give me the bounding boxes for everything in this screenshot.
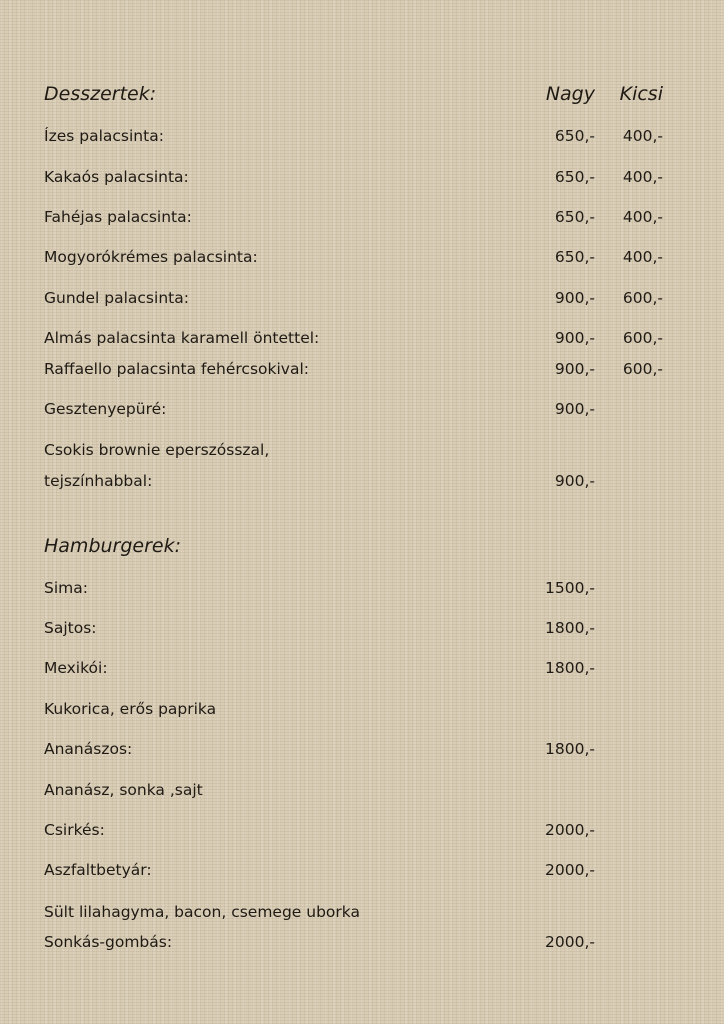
- price-large: 900,-: [554, 289, 595, 307]
- item-description: Kukorica, erős paprika: [44, 700, 217, 718]
- burgers-heading: Hamburgerek:: [44, 535, 182, 557]
- menu-item: [0, 579, 724, 603]
- item-name: Csokis brownie eperszósszal,: [44, 441, 270, 459]
- burgers-header-row: [0, 535, 724, 559]
- desserts-heading: Desszertek:: [44, 83, 157, 105]
- menu-item: [0, 619, 724, 643]
- price: 1500,-: [545, 579, 595, 597]
- item-name: Almás palacsinta karamell öntettel:: [44, 329, 320, 347]
- price: 2000,-: [545, 861, 595, 879]
- menu-item: [0, 208, 724, 232]
- menu-item: [0, 659, 724, 683]
- item-name: Sima:: [44, 579, 88, 597]
- menu-item: [0, 472, 724, 496]
- menu-item: [0, 168, 724, 192]
- item-name: tejszínhabbal:: [44, 472, 153, 490]
- item-name: Sajtos:: [44, 619, 97, 637]
- menu-item: [0, 289, 724, 313]
- price-small: 600,-: [622, 289, 663, 307]
- desserts-header-row: [0, 83, 724, 107]
- menu-item: [0, 740, 724, 764]
- menu-item: [0, 248, 724, 272]
- column-large-label: Nagy: [545, 83, 595, 105]
- price-small: 400,-: [622, 168, 663, 186]
- menu-item-description: [0, 903, 724, 927]
- price: 2000,-: [545, 821, 595, 839]
- menu-item: [0, 329, 724, 353]
- price-large: 900,-: [554, 360, 595, 378]
- price-small: 400,-: [622, 248, 663, 266]
- price: 1800,-: [545, 659, 595, 677]
- price-large: 650,-: [554, 248, 595, 266]
- menu-item: [0, 821, 724, 845]
- item-name: Kakaós palacsinta:: [44, 168, 189, 186]
- price-small: 400,-: [622, 208, 663, 226]
- item-description: Ananász, sonka ,sajt: [44, 781, 203, 799]
- menu-item: [0, 360, 724, 384]
- price-large: 900,-: [554, 400, 595, 418]
- item-name: Mogyorókrémes palacsinta:: [44, 248, 258, 266]
- item-name: Csirkés:: [44, 821, 105, 839]
- item-name: Gundel palacsinta:: [44, 289, 189, 307]
- price: 1800,-: [545, 619, 595, 637]
- price-large: 900,-: [554, 329, 595, 347]
- menu-item: [0, 127, 724, 151]
- item-name: Mexikói:: [44, 659, 108, 677]
- menu-item-description: [0, 781, 724, 805]
- price: 2000,-: [545, 933, 595, 951]
- price-large: 650,-: [554, 127, 595, 145]
- item-name: Fahéjas palacsinta:: [44, 208, 192, 226]
- menu-item: [0, 861, 724, 885]
- menu-item: [0, 441, 724, 465]
- item-name: Raffaello palacsinta fehércsokival:: [44, 360, 309, 378]
- menu-item: [0, 400, 724, 424]
- price-large: 650,-: [554, 208, 595, 226]
- price-small: 400,-: [622, 127, 663, 145]
- item-name: Ízes palacsinta:: [44, 127, 164, 145]
- price-large: 900,-: [554, 472, 595, 490]
- price-small: 600,-: [622, 329, 663, 347]
- menu-item: [0, 933, 724, 957]
- menu-item-description: [0, 700, 724, 724]
- price-large: 650,-: [554, 168, 595, 186]
- item-name: Aszfaltbetyár:: [44, 861, 152, 879]
- price: 1800,-: [545, 740, 595, 758]
- item-description: Sült lilahagyma, bacon, csemege uborka: [44, 903, 360, 921]
- item-name: Gesztenyepüré:: [44, 400, 167, 418]
- item-name: Sonkás-gombás:: [44, 933, 173, 951]
- price-small: 600,-: [622, 360, 663, 378]
- column-small-label: Kicsi: [619, 83, 663, 105]
- item-name: Ananászos:: [44, 740, 133, 758]
